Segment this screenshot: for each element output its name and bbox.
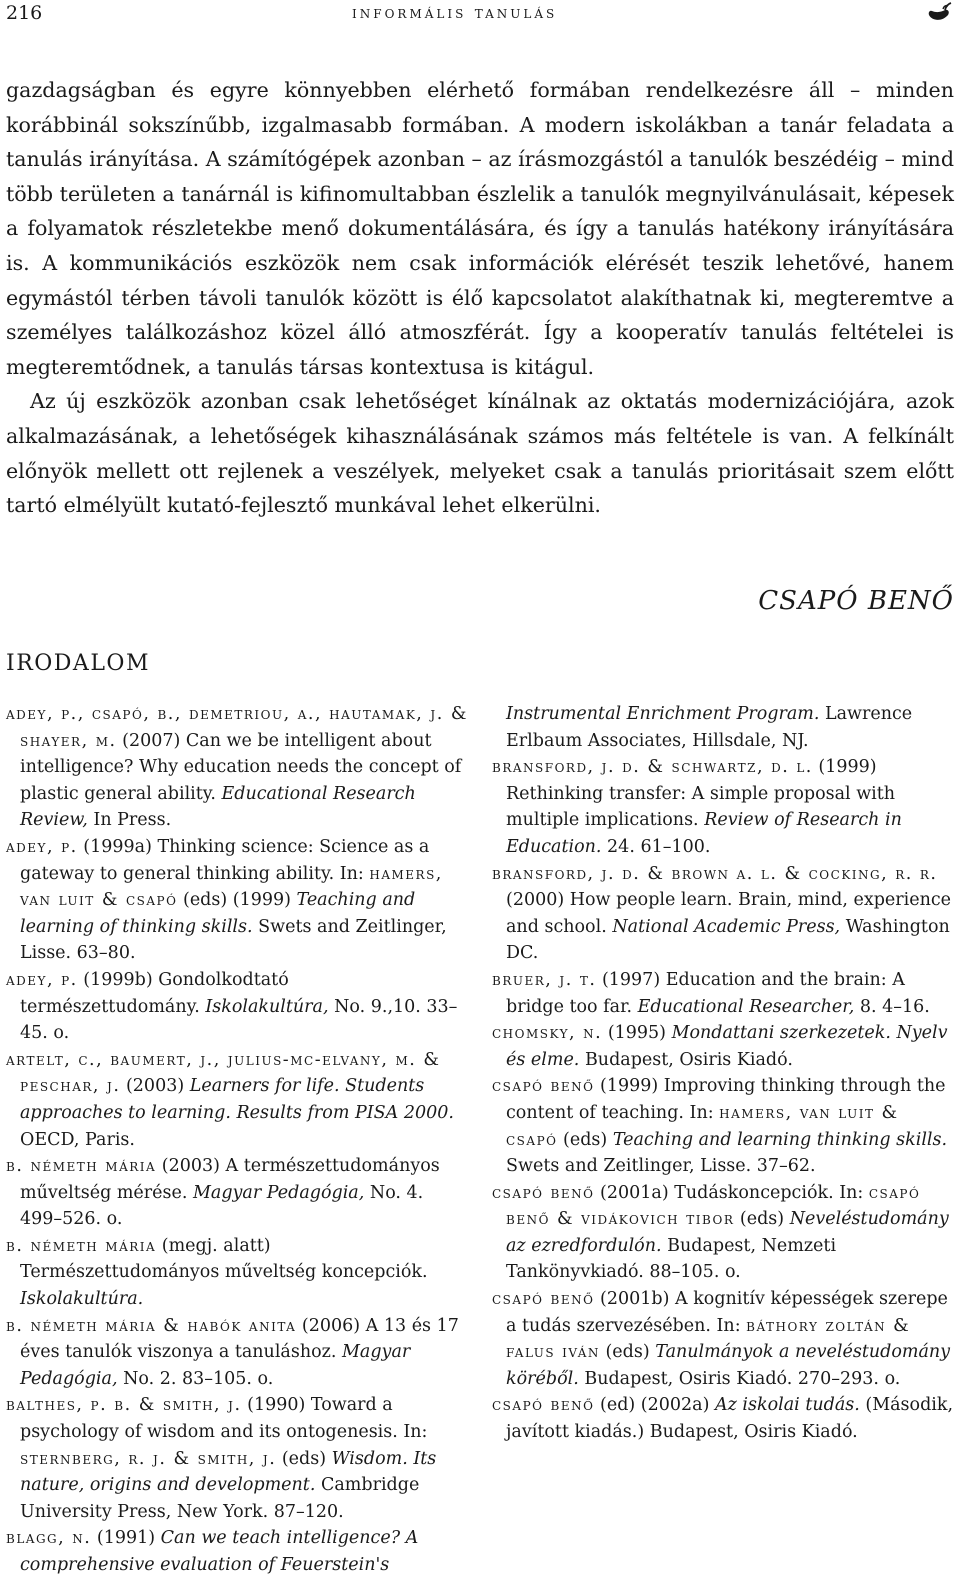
reference-entry: b. németh mária & habók anita (2006) A 13 és 17 éves tanulók viszonya a tanuláshoz. Magyar Pedagógia, No. 2. 83–105. o. [6,1315,459,1389]
page-header [0,0,960,30]
reference-entry: csapó benő (2001b) A kognitív képességek szerepe a tudás szervezésében. In: báthory zoltán & falus iván (eds) Tanulmányok a neveléstudomány köréből. Budapest, Osiris Kiadó. 270–293. o. [492,1289,951,1389]
reference-entry: adey, p. (1999b) Gondolkodtató természettudomány. Iskolakultúra, No. 9.,10. 33–45. o. [6,969,458,1044]
reference-entry: blagg, n. (1991) Can we teach intelligence? A comprehensive evaluation of Feuerstein's [6,1528,419,1575]
paragraph: gazdagságban és egyre könnyebben elérhető formában rendelkezésre áll – minden korábbinál sokszínűbb, izgalmasabb formában. A modern iskolákban a tanár feladata a tanulás irányítása. A számítógépek azonban – az írásmozgástól a tanulók beszédéig – mind több területen a tanárnál is kifinomultabban észlelik a tanulók megnyilvánulásait, képesek a folyamatok részletekbe menő dokumentálására, és így a tanulás hatékony irányítására is. A kommunikációs eszközök nem csak információk elérését teszik lehetővé, hanem egymástól térben távoli tanulók között is élő kapcsolatot alakíthatnak ki, megteremtve a személyes találkozáshoz közel álló atmoszférát. Így a kooperatív tanulás feltételei is megteremtődnek, a tanulás társas kontextusa is kitágul. [6,78,954,379]
reference-entry: b. németh mária (megj. alatt) Természettudományos műveltség koncepciók. Iskolakultúra. [6,1235,428,1310]
reference-entry: artelt, c., baumert, j., julius-mc-elvany, m. & peschar, j. (2003) Learners for life. Students approaches to learning. Results from PISA 2000. OECD, Paris. [6,1049,454,1150]
reference-entry: bruer, j. t. (1997) Education and the brain: A bridge too far. Educational Researcher, 8. 4–16. [492,969,930,1017]
paragraph: Az új eszközök azonban csak lehetőséget kínálnak az oktatás modernizációjára, azok alkalmazásának, a lehetőségek kihasználásának számos más feltétele is van. A felkínált előnyök mellett ott rejlenek a veszélyek, melyeket csak a tanulás prioritásait szem előtt tartó elmélyült kutató-fejlesztő munkával lehet elkerülni. [6,389,954,518]
pepper-icon [926,0,952,24]
reference-entry-continued: Instrumental Enrichment Program. Lawrence Erlbaum Associates, Hillsdale, NJ. [506,704,913,751]
reference-entry: csapó benő (ed) (2002a) Az iskolai tudás. (Második, javított kiadás.) Budapest, Osiris Kiadó. [492,1395,954,1443]
reference-entry: chomsky, n. (1995) Mondattani szerkezetek. Nyelv és elme. Budapest, Osiris Kiadó. [492,1023,948,1070]
reference-entry: csapó benő (1999) Improving thinking through the content of teaching. In: hamers, van luit & csapó (eds) Teaching and learning thinking skills. Swets and Zeitlinger, Lisse. 37–62. [492,1076,948,1177]
reference-entry: balthes, p. b. & smith, j. (1990) Toward a psychology of wisdom and its ontogenesis. In: sternberg, r. j. & smith, j. (eds) Wisdom. Its nature, origins and development. Cambridge University Press, New York. 87–120. [6,1395,437,1522]
author-signature: CSAPÓ BENŐ [758,586,954,616]
reference-entry: bransford, j. d. & brown a. l. & cocking, r. r. (2000) How people learn. Brain, mind, experience and school. National Academic Press, Washington DC. [492,863,952,964]
page-number: 216 [6,2,43,24]
references-right-column [492,701,954,1446]
reference-entry: adey, p., csapó, b., demetriou, a., hautamak, j. & shayer, m. (2007) Can we be intelligent about intelligence? Why education needs the concept of plastic general ability. Educational Research Review, In Press. [6,704,468,831]
reference-entry: bransford, j. d. & schwartz, d. l. (1999) Rethinking transfer: A simple proposal with multiple implications. Review of Research in Education. 24. 61–100. [492,757,902,857]
reference-entry: b. németh mária (2003) A természettudományos műveltség mérése. Magyar Pedagógia, No. 4. 499–526. o. [6,1156,440,1230]
article-body [6,73,954,523]
references-left-column [6,701,468,1579]
running-title: informális tanulás [352,3,558,23]
reference-entry: csapó benő (2001a) Tudáskoncepciók. In: csapó benő & vidákovich tibor (eds) Neveléstudomány az ezredfordulón. Budapest, Nemzeti Tankönyvkiadó. 88–105. o. [492,1182,949,1283]
reference-entry: adey, p. (1999a) Thinking science: Science as a gateway to general thinking ability. In: hamers, van luit & csapó (eds) (1999) Teaching and learning of thinking skills. Swets and Zeitlinger, Lisse. 63–80. [6,836,447,964]
section-heading: IRODALOM [6,651,150,676]
